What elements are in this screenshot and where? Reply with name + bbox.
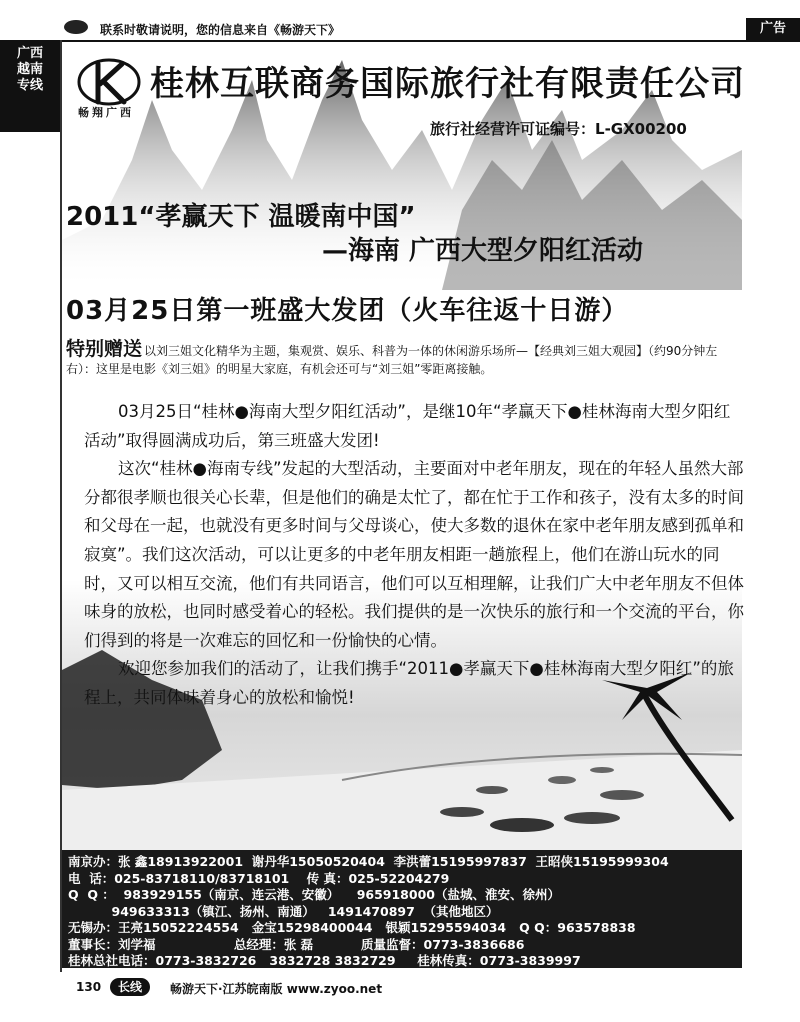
contact-row: 电 话：025-83718110/83718101 传 真：025-52204279 [68,870,450,886]
company-name: 桂林互联商务国际旅行社有限责任公司 [150,64,745,104]
headline-line-2: —海南 广西大型夕阳红活动 [322,236,644,266]
logo-subtitle: 畅翔广西 [78,106,134,119]
paragraph-1: 03月25日“桂林●海南大型夕阳红活动”，是继10年“孝赢天下●桂林海南大型夕阳红活动”取得圆满成功后，第三班盛大发团! [84,402,731,450]
article-body [84,398,744,713]
headline-line-1: 2011“孝赢天下 温暖南中国” [66,202,416,232]
gift-label: 特别赠送 [66,338,143,360]
contact-row: 董事长：刘学福 总经理：张 磊 质量监督：0773-3836686 [68,936,525,952]
contact-row: 桂林总社电话：0773-3832726 3832728 3832729 桂林传真：0773-3839997 [68,953,581,968]
page-number: 130 [76,980,102,994]
gift-text: 以刘三姐文化精华为主题，集观赏、娱乐、科普为一体的休闲游乐场所—【经典刘三姐大观园】（约90分钟左右）：这里是电影《刘三姐》的明星大家庭，有机会还可与“刘三姐”零距离接触。 [66,344,718,376]
contact-row: 949633313（镇江、扬州、南通） 1491470897 （其他地区） [68,903,499,919]
side-tab [0,40,60,132]
source-notice: 联系时敬请说明，您的信息来自《畅游天下》 [100,23,341,37]
license-label: 旅行社经营许可证编号： [430,120,596,138]
section-badge: 长线 [110,978,150,996]
contact-row: 南京办：张 鑫18913922001 谢丹华15050520404 李洪蕾15195997837 王昭侠15195999304 [68,854,669,869]
contact-row: 无锡办：王亮15052224554 金宝15298400044 银颖15295594034 Q Q：963578838 [68,920,636,935]
contact-row: Q Q ： 983929155（南京、连云港、安徽） 965918000（盐城、淮安、徐州） [68,887,560,902]
special-gift [66,340,736,378]
ad-tag: 广告 [746,18,800,40]
magazine-logo-icon [64,20,88,34]
departure-headline: 03月25日第一班盛大发团（火车往返十日游） [66,296,629,326]
paragraph-3: 欢迎您参加我们的活动了，让我们携手“2011●孝赢天下●桂林海南大型夕阳红”的旅程上，共同体味着身心的放松和愉悦! [84,659,734,707]
top-bar [60,18,800,42]
license-line [430,118,687,139]
side-tab-label: 广西越南专线 [16,46,43,93]
paragraph-2: 这次“桂林●海南专线”发起的大型活动，主要面对中老年朋友，现在的年轻人虽然大部分都很孝顺也很关心长辈，但是他们的确是太忙了，都在忙于工作和孩子，没有太多的时间和父母在一起，也就没有更多时间与父母谈心，使大多数的退休在家中老年朋友感到孤单和寂寞”。我们这次活动，可以让更多的中老年朋友相距一趟旅程上，他们在游山玩水的同时，又可以相互交流，他们有共同语言，他们可以互相理解，让我们广大中老年朋友不但体味身的放松，也同时感受着心的轻松。我们提供的是一次快乐的旅行和一个交流的平台，你们得到的将是一次难忘的回忆和一份愉快的心情。 [84,459,744,650]
contact-info-panel [62,850,742,968]
publication-info: 畅游天下·江苏皖南版 www.zyoo.net [170,982,383,996]
license-number: L-GX00200 [595,120,687,138]
page-footer [60,972,800,1002]
